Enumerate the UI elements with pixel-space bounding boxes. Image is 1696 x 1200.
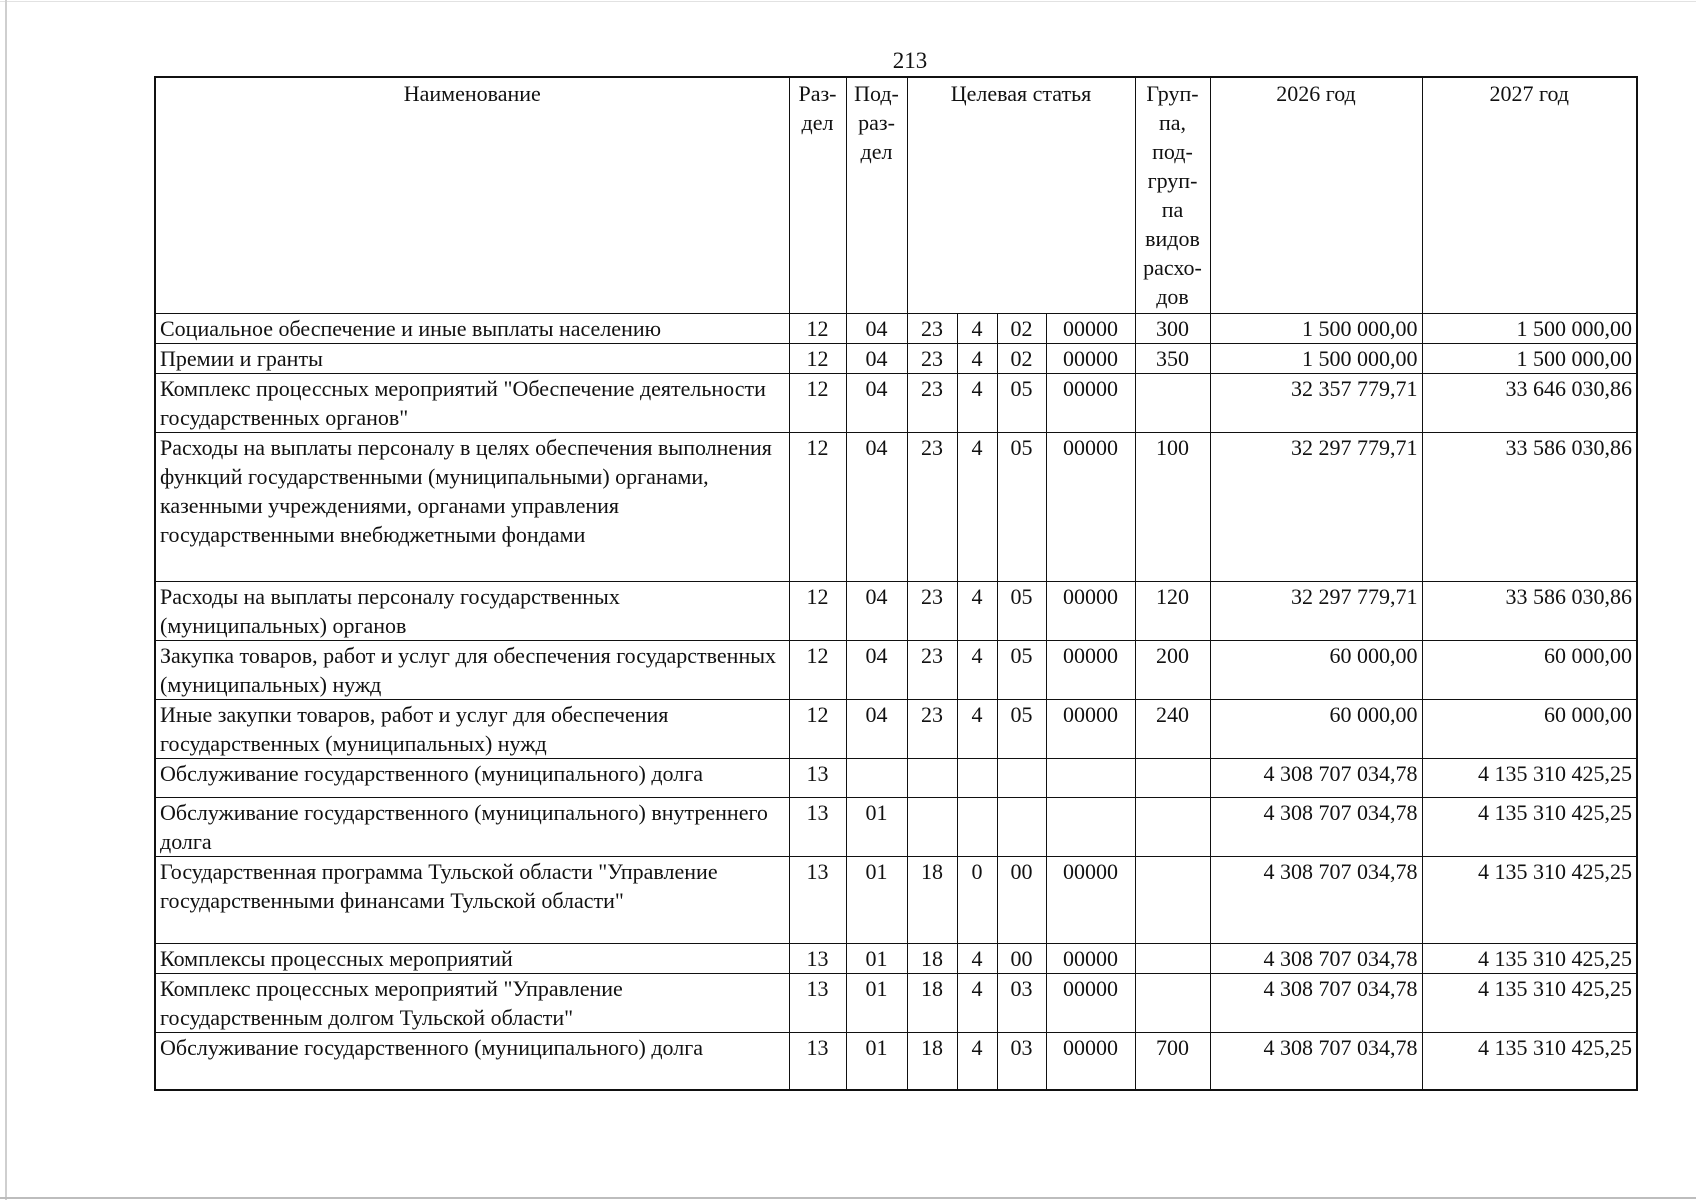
row-razdel: 12 (789, 640, 846, 699)
table-row (155, 758, 1637, 797)
row-amount-2027: 1 500 000,00 (1422, 313, 1637, 343)
header-year-2027: 2027 год (1422, 77, 1637, 313)
row-podrazdel: 01 (846, 1032, 907, 1090)
header-celevaya-statya: Целевая статья (907, 77, 1135, 313)
table-row (155, 1032, 1637, 1090)
row-subprogram-code: 4 (957, 973, 997, 1032)
row-podrazdel: 04 (846, 432, 907, 581)
row-amount-2027: 4 135 310 425,25 (1422, 758, 1637, 797)
row-amount-2026: 4 308 707 034,78 (1210, 973, 1422, 1032)
row-amount-2027: 1 500 000,00 (1422, 343, 1637, 373)
row-amount-2027: 4 135 310 425,25 (1422, 856, 1637, 943)
row-event-code: 00 (997, 856, 1046, 943)
table-row (155, 797, 1637, 856)
row-expense-group: 350 (1135, 343, 1210, 373)
row-direction-code: 00000 (1046, 432, 1135, 581)
row-podrazdel: 04 (846, 581, 907, 640)
header-year-2026: 2026 год (1210, 77, 1422, 313)
row-event-code: 03 (997, 973, 1046, 1032)
row-direction-code (1046, 797, 1135, 856)
row-program-code: 23 (907, 313, 957, 343)
row-razdel: 13 (789, 797, 846, 856)
row-program-code: 18 (907, 856, 957, 943)
row-program-code (907, 758, 957, 797)
row-direction-code (1046, 758, 1135, 797)
row-direction-code: 00000 (1046, 313, 1135, 343)
row-podrazdel (846, 758, 907, 797)
row-podrazdel: 04 (846, 343, 907, 373)
row-subprogram-code: 4 (957, 373, 997, 432)
row-amount-2027: 33 586 030,86 (1422, 581, 1637, 640)
table-row (155, 856, 1637, 943)
row-direction-code: 00000 (1046, 343, 1135, 373)
row-event-code: 00 (997, 943, 1046, 973)
table-row (155, 432, 1637, 581)
row-podrazdel: 04 (846, 699, 907, 758)
table-row (155, 973, 1637, 1032)
row-amount-2027: 4 135 310 425,25 (1422, 973, 1637, 1032)
row-amount-2027: 60 000,00 (1422, 640, 1637, 699)
row-podrazdel: 01 (846, 943, 907, 973)
row-name: Социальное обеспечение и иные выплаты населению (155, 313, 789, 343)
row-direction-code: 00000 (1046, 943, 1135, 973)
row-razdel: 12 (789, 373, 846, 432)
table-row (155, 373, 1637, 432)
row-subprogram-code (957, 758, 997, 797)
row-amount-2026: 32 297 779,71 (1210, 581, 1422, 640)
row-amount-2026: 4 308 707 034,78 (1210, 943, 1422, 973)
row-amount-2026: 1 500 000,00 (1210, 313, 1422, 343)
row-amount-2026: 4 308 707 034,78 (1210, 758, 1422, 797)
header-row (155, 77, 1637, 313)
row-podrazdel: 04 (846, 373, 907, 432)
row-event-code: 03 (997, 1032, 1046, 1090)
row-amount-2026: 60 000,00 (1210, 640, 1422, 699)
row-program-code: 18 (907, 1032, 957, 1090)
row-name: Премии и гранты (155, 343, 789, 373)
row-direction-code: 00000 (1046, 581, 1135, 640)
row-subprogram-code: 4 (957, 313, 997, 343)
row-expense-group (1135, 973, 1210, 1032)
table-body (155, 313, 1637, 1090)
row-podrazdel: 01 (846, 856, 907, 943)
row-subprogram-code (957, 797, 997, 856)
row-amount-2027: 4 135 310 425,25 (1422, 943, 1637, 973)
row-amount-2027: 33 586 030,86 (1422, 432, 1637, 581)
row-direction-code: 00000 (1046, 699, 1135, 758)
row-amount-2026: 4 308 707 034,78 (1210, 1032, 1422, 1090)
row-name: Расходы на выплаты персоналу государственных (муниципальных) органов (155, 581, 789, 640)
row-expense-group: 300 (1135, 313, 1210, 343)
row-event-code: 05 (997, 432, 1046, 581)
row-direction-code: 00000 (1046, 973, 1135, 1032)
row-expense-group: 700 (1135, 1032, 1210, 1090)
row-podrazdel: 01 (846, 973, 907, 1032)
header-razdel: Раз- дел (789, 77, 846, 313)
table-row (155, 313, 1637, 343)
row-amount-2027: 60 000,00 (1422, 699, 1637, 758)
scan-edge-left (5, 0, 7, 1200)
row-name: Комплекс процессных мероприятий "Обеспечение деятельности государственных органов" (155, 373, 789, 432)
row-direction-code: 00000 (1046, 1032, 1135, 1090)
row-expense-group: 120 (1135, 581, 1210, 640)
row-event-code (997, 758, 1046, 797)
row-event-code: 05 (997, 640, 1046, 699)
row-amount-2026: 32 357 779,71 (1210, 373, 1422, 432)
row-name: Иные закупки товаров, работ и услуг для обеспечения государственных (муниципальных) нужд (155, 699, 789, 758)
row-name: Государственная программа Тульской области "Управление государственными финансами Тульской области" (155, 856, 789, 943)
row-razdel: 12 (789, 581, 846, 640)
row-razdel: 13 (789, 1032, 846, 1090)
row-razdel: 13 (789, 856, 846, 943)
table-row (155, 943, 1637, 973)
scan-edge-top (0, 1, 1696, 2)
row-amount-2026: 4 308 707 034,78 (1210, 856, 1422, 943)
row-subprogram-code: 4 (957, 943, 997, 973)
row-podrazdel: 04 (846, 640, 907, 699)
row-expense-group: 100 (1135, 432, 1210, 581)
row-program-code: 18 (907, 943, 957, 973)
row-podrazdel: 01 (846, 797, 907, 856)
table-row (155, 343, 1637, 373)
row-amount-2026: 60 000,00 (1210, 699, 1422, 758)
row-name: Обслуживание государственного (муниципального) долга (155, 758, 789, 797)
row-event-code: 05 (997, 581, 1046, 640)
row-subprogram-code: 4 (957, 343, 997, 373)
row-expense-group: 200 (1135, 640, 1210, 699)
row-direction-code: 00000 (1046, 373, 1135, 432)
row-amount-2026: 4 308 707 034,78 (1210, 797, 1422, 856)
row-name: Закупка товаров, работ и услуг для обеспечения государственных (муниципальных) нужд (155, 640, 789, 699)
row-amount-2026: 1 500 000,00 (1210, 343, 1422, 373)
row-expense-group: 240 (1135, 699, 1210, 758)
row-subprogram-code: 4 (957, 432, 997, 581)
row-program-code: 18 (907, 973, 957, 1032)
row-program-code: 23 (907, 432, 957, 581)
row-name: Расходы на выплаты персоналу в целях обеспечения выполнения функций государственными (муниципальными) органами, казенными учреждениями, органами управления государственными внебюджетными фондами (155, 432, 789, 581)
budget-table (154, 76, 1638, 1091)
row-name: Обслуживание государственного (муниципального) долга (155, 1032, 789, 1090)
row-subprogram-code: 4 (957, 699, 997, 758)
header-gruppa: Груп- па, под- груп- па видов расхо- дов (1135, 77, 1210, 313)
row-program-code: 23 (907, 640, 957, 699)
row-razdel: 13 (789, 758, 846, 797)
row-expense-group (1135, 797, 1210, 856)
header-podrazdel: Под- раз- дел (846, 77, 907, 313)
scan-edge-bottom (0, 1197, 1696, 1199)
row-razdel: 13 (789, 973, 846, 1032)
row-expense-group (1135, 758, 1210, 797)
row-amount-2027: 4 135 310 425,25 (1422, 797, 1637, 856)
row-direction-code: 00000 (1046, 640, 1135, 699)
row-name: Комплексы процессных мероприятий (155, 943, 789, 973)
row-razdel: 12 (789, 432, 846, 581)
row-subprogram-code: 4 (957, 1032, 997, 1090)
row-expense-group (1135, 943, 1210, 973)
row-podrazdel: 04 (846, 313, 907, 343)
row-event-code: 05 (997, 699, 1046, 758)
table-row (155, 699, 1637, 758)
row-amount-2027: 4 135 310 425,25 (1422, 1032, 1637, 1090)
row-program-code (907, 797, 957, 856)
row-program-code: 23 (907, 373, 957, 432)
header-name: Наименование (155, 77, 789, 313)
row-name: Обслуживание государственного (муниципального) внутреннего долга (155, 797, 789, 856)
row-subprogram-code: 0 (957, 856, 997, 943)
table-row (155, 640, 1637, 699)
row-program-code: 23 (907, 581, 957, 640)
row-direction-code: 00000 (1046, 856, 1135, 943)
row-expense-group (1135, 856, 1210, 943)
page-number: 213 (892, 48, 928, 73)
table-row (155, 581, 1637, 640)
row-program-code: 23 (907, 343, 957, 373)
row-subprogram-code: 4 (957, 640, 997, 699)
row-expense-group (1135, 373, 1210, 432)
row-subprogram-code: 4 (957, 581, 997, 640)
row-razdel: 13 (789, 943, 846, 973)
row-event-code: 02 (997, 313, 1046, 343)
row-amount-2026: 32 297 779,71 (1210, 432, 1422, 581)
row-event-code: 05 (997, 373, 1046, 432)
row-amount-2027: 33 646 030,86 (1422, 373, 1637, 432)
row-razdel: 12 (789, 699, 846, 758)
row-program-code: 23 (907, 699, 957, 758)
row-event-code (997, 797, 1046, 856)
row-event-code: 02 (997, 343, 1046, 373)
row-razdel: 12 (789, 343, 846, 373)
row-name: Комплекс процессных мероприятий "Управление государственным долгом Тульской области" (155, 973, 789, 1032)
row-razdel: 12 (789, 313, 846, 343)
